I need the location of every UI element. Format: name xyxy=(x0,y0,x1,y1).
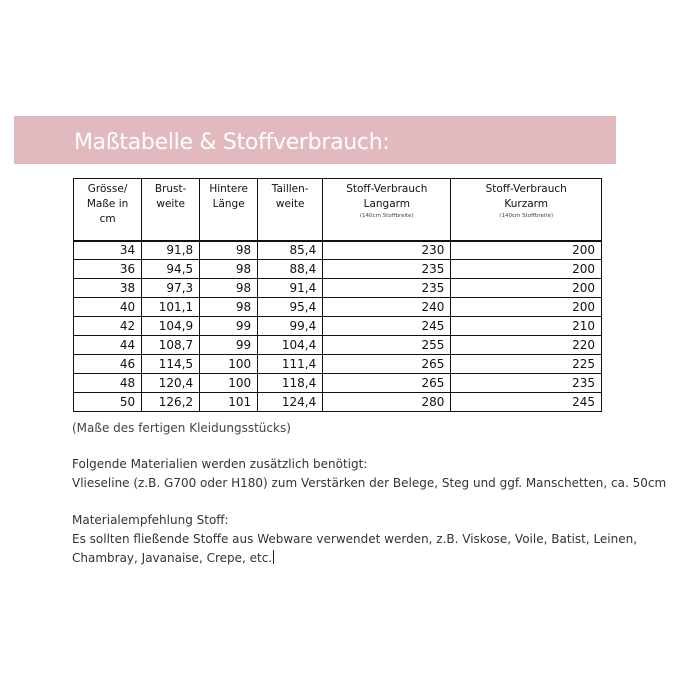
cell-taillenweite: 95,4 xyxy=(258,298,323,317)
cell-size: 46 xyxy=(74,355,142,374)
cell-laenge: 101 xyxy=(200,393,258,412)
cell-size: 34 xyxy=(74,241,142,260)
cell-laenge: 99 xyxy=(200,317,258,336)
cell-brustweite: 101,1 xyxy=(142,298,200,317)
header-brustweite: Brust- weite xyxy=(142,179,200,241)
cell-laenge: 100 xyxy=(200,355,258,374)
cell-langarm: 240 xyxy=(323,298,451,317)
cell-langarm: 280 xyxy=(323,393,451,412)
fabric-width-note: (140cm Stoffbreite) xyxy=(359,213,414,219)
cell-brustweite: 104,9 xyxy=(142,317,200,336)
table-row xyxy=(74,355,602,374)
cell-kurzarm: 245 xyxy=(451,393,602,412)
size-table xyxy=(73,178,602,412)
cell-taillenweite: 111,4 xyxy=(258,355,323,374)
recommendation-line-2: Chambray, Javanaise, Crepe, etc. xyxy=(72,551,273,565)
cell-size: 48 xyxy=(74,374,142,393)
cell-brustweite: 120,4 xyxy=(142,374,200,393)
cell-langarm: 255 xyxy=(323,336,451,355)
cell-langarm: 230 xyxy=(323,241,451,260)
header-stoffverbrauch-langarm: Stoff-Verbrauch Langarm (140cm Stoffbreite) xyxy=(323,179,451,241)
cell-brustweite: 108,7 xyxy=(142,336,200,355)
cell-langarm: 265 xyxy=(323,374,451,393)
cell-laenge: 98 xyxy=(200,298,258,317)
cell-laenge: 98 xyxy=(200,241,258,260)
cell-size: 42 xyxy=(74,317,142,336)
cell-kurzarm: 200 xyxy=(451,260,602,279)
materials-heading: Folgende Materialien werden zusätzlich benötigt: xyxy=(72,457,368,471)
cell-kurzarm: 210 xyxy=(451,317,602,336)
header-stoffverbrauch-kurzarm: Stoff-Verbrauch Kurzarm (140cm Stoffbreite) xyxy=(451,179,602,241)
cell-brustweite: 91,8 xyxy=(142,241,200,260)
table-row xyxy=(74,393,602,412)
cell-taillenweite: 85,4 xyxy=(258,241,323,260)
cell-langarm: 235 xyxy=(323,260,451,279)
header-hintere-laenge: Hintere Länge xyxy=(200,179,258,241)
cell-taillenweite: 88,4 xyxy=(258,260,323,279)
table-header-row xyxy=(74,179,602,241)
table-row xyxy=(74,336,602,355)
cell-kurzarm: 200 xyxy=(451,241,602,260)
cell-size: 44 xyxy=(74,336,142,355)
page-title: Maßtabelle & Stoffverbrauch: xyxy=(74,130,390,155)
cell-taillenweite: 99,4 xyxy=(258,317,323,336)
fabric-width-note: (140cm Stoffbreite) xyxy=(499,213,554,219)
cell-kurzarm: 225 xyxy=(451,355,602,374)
table-note: (Maße des fertigen Kleidungsstücks) xyxy=(72,421,291,435)
fabric-recommendation-section xyxy=(72,511,637,568)
cell-taillenweite: 91,4 xyxy=(258,279,323,298)
cell-size: 50 xyxy=(74,393,142,412)
cell-brustweite: 126,2 xyxy=(142,393,200,412)
recommendation-line-2-wrap xyxy=(72,549,637,568)
table-row xyxy=(74,298,602,317)
cell-brustweite: 94,5 xyxy=(142,260,200,279)
cell-langarm: 235 xyxy=(323,279,451,298)
table-row xyxy=(74,241,602,260)
table-row xyxy=(74,374,602,393)
cell-size: 36 xyxy=(74,260,142,279)
cell-brustweite: 97,3 xyxy=(142,279,200,298)
title-banner xyxy=(14,116,616,164)
recommendation-heading: Materialempfehlung Stoff: xyxy=(72,513,229,527)
materials-section xyxy=(72,455,666,493)
header-taillenweite: Taillen- weite xyxy=(258,179,323,241)
cell-size: 38 xyxy=(74,279,142,298)
table-row xyxy=(74,317,602,336)
text-cursor xyxy=(273,550,274,564)
table-row xyxy=(74,279,602,298)
table-row xyxy=(74,260,602,279)
cell-brustweite: 114,5 xyxy=(142,355,200,374)
cell-kurzarm: 200 xyxy=(451,279,602,298)
recommendation-line-1: Es sollten fließende Stoffe aus Webware verwendet werden, z.B. Viskose, Voile, Batist, Leinen, xyxy=(72,532,638,546)
cell-taillenweite: 118,4 xyxy=(258,374,323,393)
cell-kurzarm: 220 xyxy=(451,336,602,355)
cell-laenge: 99 xyxy=(200,336,258,355)
cell-taillenweite: 124,4 xyxy=(258,393,323,412)
cell-langarm: 265 xyxy=(323,355,451,374)
cell-taillenweite: 104,4 xyxy=(258,336,323,355)
cell-size: 40 xyxy=(74,298,142,317)
cell-laenge: 100 xyxy=(200,374,258,393)
header-size: Grösse/ Maße in cm xyxy=(74,179,142,241)
cell-kurzarm: 235 xyxy=(451,374,602,393)
materials-text: Vlieseline (z.B. G700 oder H180) zum Verstärken der Belege, Steg und ggf. Manschetten, ca. 50cm xyxy=(72,476,667,490)
cell-laenge: 98 xyxy=(200,260,258,279)
cell-langarm: 245 xyxy=(323,317,451,336)
cell-laenge: 98 xyxy=(200,279,258,298)
cell-kurzarm: 200 xyxy=(451,298,602,317)
